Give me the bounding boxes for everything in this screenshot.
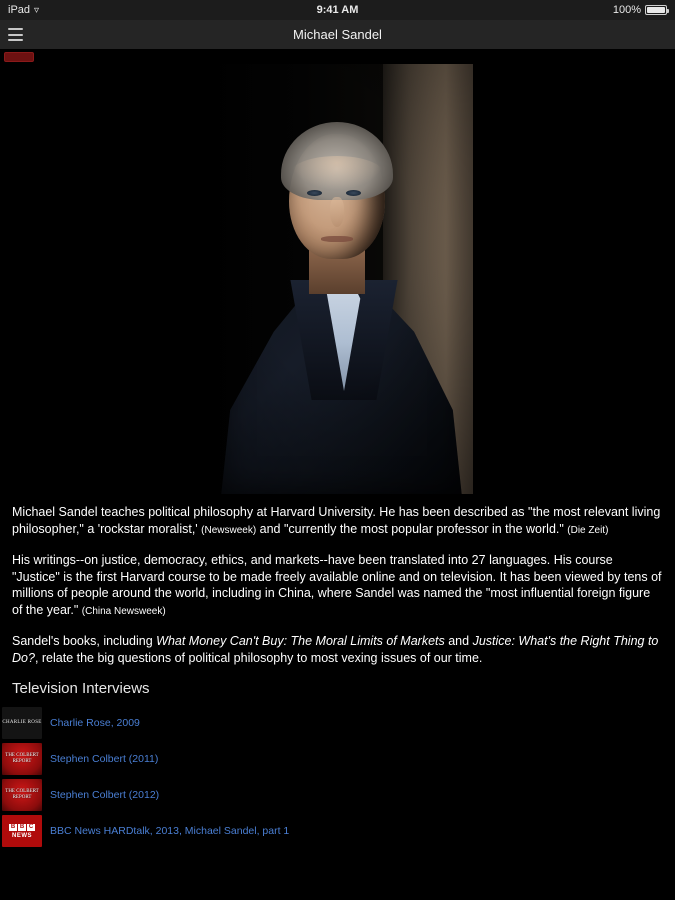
top-banner-row	[0, 50, 675, 64]
ios-status-bar	[0, 0, 675, 20]
wifi-icon: ▿	[34, 4, 40, 16]
section-title-television-interviews: Television Interviews	[12, 680, 150, 697]
status-bar-right	[613, 4, 667, 16]
bio-p3-text-2: and	[444, 634, 473, 648]
bbc-news-label: NEWS	[12, 832, 32, 839]
bio-p1-source-newsweek: (Newsweek)	[201, 524, 257, 536]
television-interviews-list	[0, 705, 675, 849]
colbert-thumb-text: THE COLBERT REPORT	[5, 753, 39, 764]
battery-percent-label: 100%	[612, 4, 641, 16]
bio-p3-text-1: Sandel's books, including	[12, 634, 157, 648]
list-item[interactable]	[2, 741, 675, 777]
bio-p2-text: His writings--on justice, democracy, ethics, and markets--have been translated into 27 languages. His course "Justice" is the first Harvard course to be made freely available online and on television. It has been viewed by tens of millions of people around the world, including in China, where Sandel was named the "most influential foreign figure of the year."	[12, 553, 662, 617]
colbert-report-thumbnail-icon	[2, 743, 42, 775]
charlie-rose-thumb-text: CHARLIE ROSE	[2, 720, 42, 725]
interview-link-charlie-rose[interactable]: Charlie Rose, 2009	[50, 717, 140, 729]
list-item[interactable]	[2, 777, 675, 813]
colbert-thumb-text: THE COLBERT REPORT	[5, 789, 39, 800]
bio-paragraph-2	[12, 552, 663, 620]
bio-p2-source-chinanewsweek: (China Newsweek)	[81, 605, 166, 617]
hero-image-container	[0, 64, 675, 494]
bio-p1-text-1: Michael Sandel teaches political philosophy at Harvard University. He has been described as "the most relevant living philosopher," a 'rockstar moralist,'	[12, 505, 661, 536]
bio-p1-source-diezeit: (Die Zeit)	[567, 524, 609, 536]
bbc-news-thumbnail-icon	[2, 815, 42, 847]
charlie-rose-thumbnail-icon	[2, 707, 42, 739]
book-title-what-money-cant-buy: What Money Can't Buy: The Moral Limits of Markets	[156, 634, 445, 648]
portrait-subject	[203, 64, 473, 494]
bio-p1-text-2: and "currently the most popular professor in the world."	[256, 521, 568, 536]
portrait-photo	[203, 64, 473, 494]
battery-icon	[645, 5, 667, 15]
interview-link-colbert-2011[interactable]: Stephen Colbert (2011)	[50, 753, 159, 765]
status-bar-clock: 9:41 AM	[316, 4, 359, 16]
status-bar-left	[8, 4, 39, 16]
bbc-logo-blocks: B B C	[10, 823, 34, 830]
book-title-justice: Justice: What's the Right Thing to Do?	[12, 634, 659, 665]
interview-link-bbc-hardtalk[interactable]: BBC News HARDtalk, 2013, Michael Sandel, part 1	[50, 825, 290, 837]
interview-link-colbert-2012[interactable]: Stephen Colbert (2012)	[50, 789, 160, 801]
navigation-bar	[0, 20, 675, 50]
list-item[interactable]	[2, 705, 675, 741]
carrier-label: iPad	[8, 4, 31, 16]
page-title: Michael Sandel	[293, 27, 382, 42]
red-badge[interactable]	[4, 52, 34, 62]
list-item[interactable]	[2, 813, 675, 849]
bio-p3-text-3: , relate the big questions of political philosophy to most vexing issues of our time.	[34, 650, 483, 665]
bio-paragraph-3	[12, 633, 663, 666]
bio-content	[0, 494, 675, 697]
hamburger-menu-icon[interactable]	[8, 28, 23, 41]
colbert-report-thumbnail-icon	[2, 779, 42, 811]
bio-paragraph-1	[12, 504, 663, 539]
